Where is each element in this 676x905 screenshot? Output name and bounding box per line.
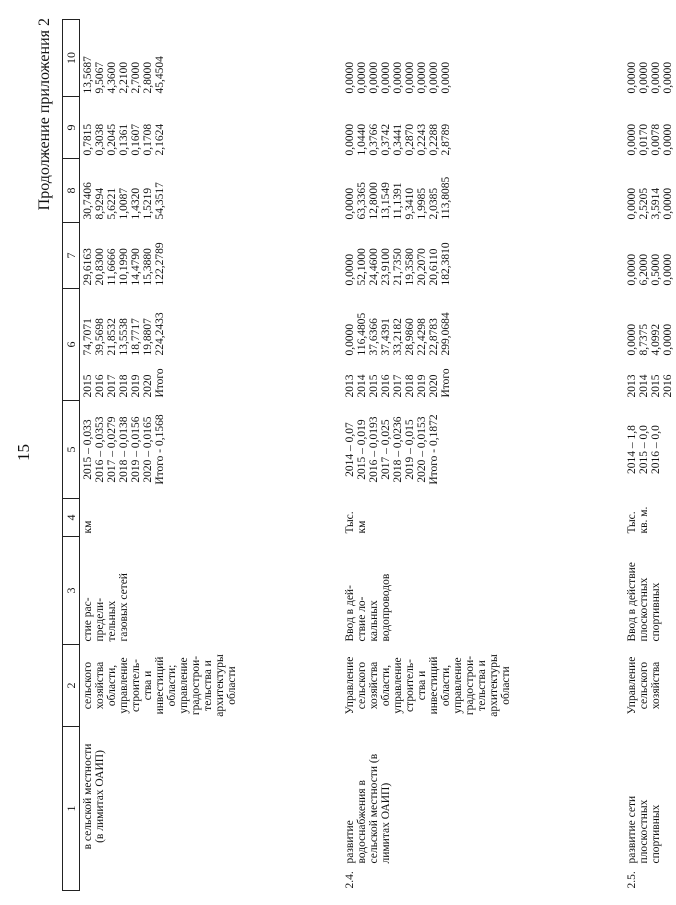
- header-col-9: 9: [63, 97, 80, 159]
- appendix-caption: Продолжение приложения 2: [36, 18, 53, 211]
- header-row: [63, 20, 80, 891]
- measure-name: развитие водоснабжения в сельской местности (в лимитах ОАИП): [344, 753, 392, 864]
- volume-by-year: 2015 – 0,033 2016 – 0,0353 2017 – 0,0279 2018 – 0,0138 2019 – 0,0156 2020 – 0,0165 Итого - 0,1568: [82, 414, 166, 485]
- indicator-name: Ввод в дей- ствие ло- кальных водопроводов: [344, 573, 392, 642]
- unit-of-measure: Тыс. км: [344, 511, 368, 534]
- financing-col-9: 0,0000 1,0440 0,3766 0,3742 0,3441 0,2870 0,2243 0,2288 2,8789: [344, 123, 452, 156]
- row-number: 2.5.: [626, 871, 638, 889]
- financing-col-7: 0,0000 6,2000 0,5000 0,0000: [626, 253, 674, 286]
- indicator-name: Ввод в действие плоскостных спортивных: [626, 562, 662, 642]
- financing-total: 0,0000 8,7375 4,0992 0,0000: [626, 323, 674, 356]
- row-gap: [616, 20, 624, 891]
- header-col-1: 1: [63, 727, 80, 891]
- financing-col-9: 0,7815 0,3038 0,2045 0,1361 0,1607 0,1708 2,1624: [82, 123, 166, 156]
- indicator-name: стие рас- предели- тельных газовых сетей: [82, 573, 130, 642]
- volume-by-year: 2014 – 0,07 2015 – 0,019 2016 – 0,0193 2017 – 0,025 2018 – 0,0236 2019 – 0,015 2020 – 0,0153 Итого - 0,1872: [344, 414, 440, 485]
- financing-col-10: 0,0000 0,0000 0,0000 0,0000: [626, 61, 674, 94]
- financing-total: 74,7071 39,5698 21,8532 13,5538 18,7717 19,8807 224,2433: [82, 312, 166, 356]
- financing-col-9: 0,0000 0,0170 0,0078 0,0000: [626, 123, 674, 156]
- unit-of-measure: км: [82, 520, 94, 534]
- financing-col-8: 0,0000 63,3365 12,8000 13,1549 11,1391 9,3410 1,9985 2,0385 113,8085: [344, 176, 452, 220]
- financing-col-8: 0,0000 2,5205 3,5914 0,0000: [626, 187, 674, 220]
- header-col-6: 6: [63, 289, 80, 401]
- financing-col-10: 0,0000 0,0000 0,0000 0,0000 0,0000 0,0000 0,0000 0,0000 0,0000: [344, 61, 452, 94]
- header-col-4: 4: [63, 499, 80, 537]
- financing-col-7: 0,0000 52,1000 24,4600 23,9100 21,7350 19,3580 20,2070 20,6110 182,3810: [344, 242, 452, 286]
- financing-col-7: 29,6163 20,8300 11,6666 10,1990 14,4790 15,3880 122,2789: [82, 242, 166, 286]
- financing-col-8: 30,7406 8,9294 5,6221 1,0087 1,4320 1,5219 54,3517: [82, 182, 166, 220]
- header-col-5: 5: [63, 401, 80, 499]
- header-col-3: 3: [63, 537, 80, 645]
- measure-name: развитие сети плоскостных спортивных: [626, 795, 662, 864]
- header-col-8: 8: [63, 159, 80, 223]
- table-row: [342, 20, 616, 891]
- table-row: [624, 20, 676, 891]
- financing-total: 0,0000 116,4805 37,6366 37,4391 33,2182 28,9860 22,4298 22,8783 299,0684: [344, 312, 452, 356]
- row-gap: [334, 20, 342, 891]
- row-number: [80, 867, 335, 891]
- volume-by-year: 2014 – 1,8 2015 – 0,0 2016 – 0,0: [626, 425, 662, 474]
- header-col-10: 10: [63, 20, 80, 97]
- financing-years: 2013 2014 2015 2016: [626, 374, 674, 398]
- financing-years: 2013 2014 2015 2016 2017 2018 2019 2020 Итого: [344, 368, 452, 398]
- header-col-2: 2: [63, 645, 80, 727]
- header-col-7: 7: [63, 223, 80, 289]
- financing-years: 2015 2016 2017 2018 2019 2020 Итого: [82, 368, 166, 398]
- page-number: 15: [14, 444, 33, 461]
- responsible-executor: Управление сельского хозяйства области, управление строитель- ства и инвестиций области, управление градострои- тельства и архитектуры области: [344, 654, 512, 717]
- program-table: [62, 19, 676, 891]
- measure-name: в сельской местности (в лимитах ОАИП): [82, 743, 106, 850]
- row-number: 2.4.: [344, 871, 356, 889]
- responsible-executor: Управление сельского хозяйства: [626, 656, 662, 715]
- table-row: [80, 20, 335, 891]
- unit-of-measure: Тыс. кв. м.: [626, 506, 650, 534]
- responsible-executor: сельского хозяйства области, управление строитель- ства и инвестиций области; управление градострои- тельства и архитектуры области: [82, 654, 238, 717]
- financing-col-10: 13,5687 9,5067 4,3600 2,2100 2,7000 2,8000 45,4504: [82, 56, 166, 94]
